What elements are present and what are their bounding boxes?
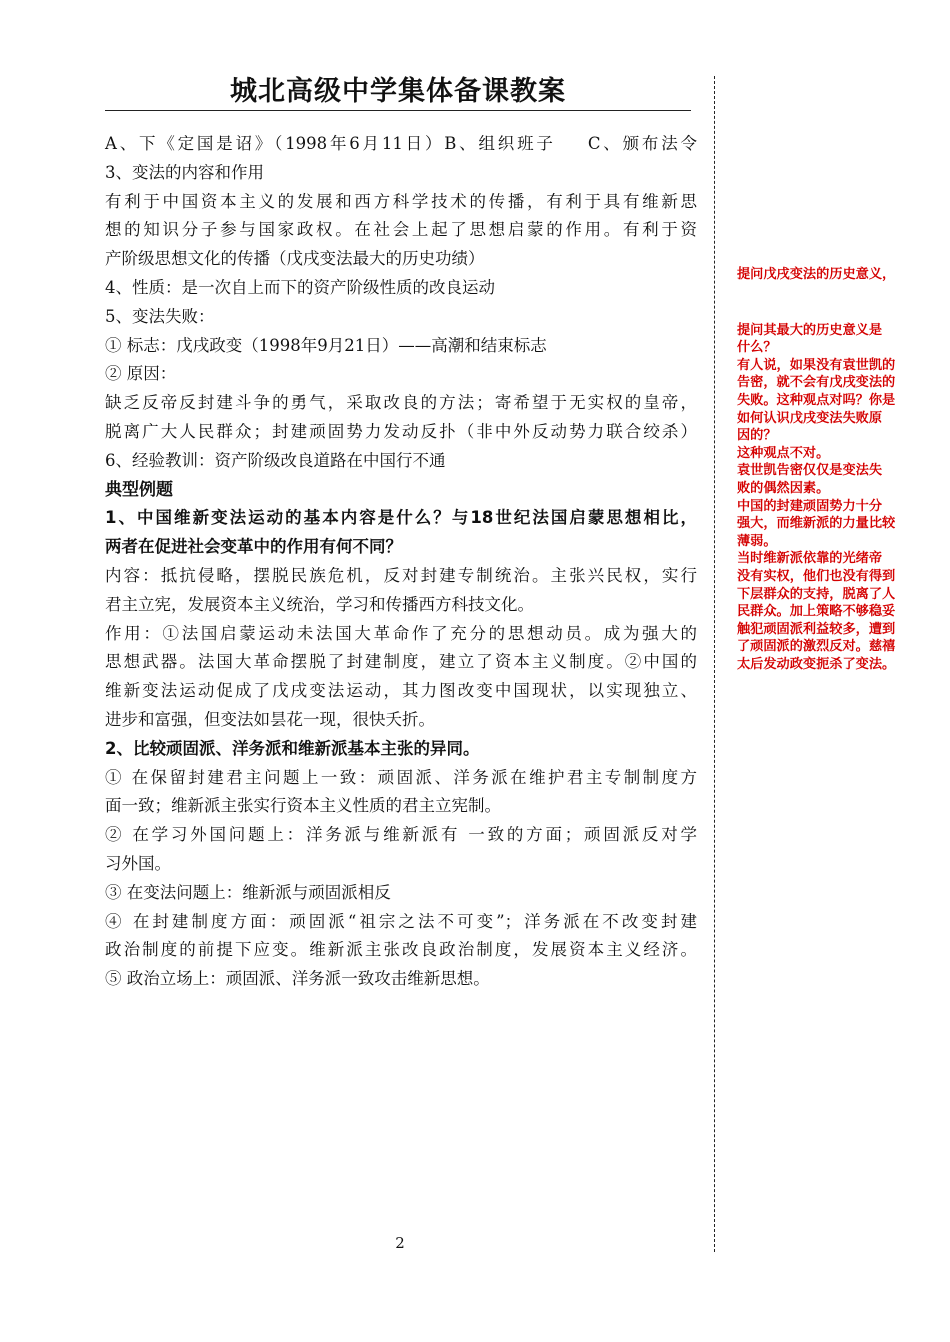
side-note-line: 袁世凯告密仅仅是变法失 [737,463,883,479]
page-title: 城北高级中学集体备课教案 [230,76,566,107]
text-line: 维新变法运动促成了戊戌变法运动，其力图改变中国现状，以实现独立、 [105,681,697,701]
text-line: 思想武器。法国大革命摆脱了封建制度，建立了资本主义制度。②中国的 [105,652,697,672]
text-line: ④ 在封建制度方面：顽固派“祖宗之法不可变”；洋务派在不改变封建 [105,911,697,931]
text-line: 进步和富强，但变法如昙花一现，很快夭折。 [105,709,435,729]
text-line: ⑤ 政治立场上：顽固派、洋务派一致攻击维新思想。 [105,969,490,989]
side-note-line: 提问其最大的历史意义是 [737,322,883,338]
text-line: 习外国。 [105,853,171,873]
side-note-line: 没有实权，他们也没有得到 [737,568,896,584]
question-2: 2、比较顽固派、洋务派和维新派基本主张的异同。 [105,738,480,758]
text-line: 产阶级思想文化的传播（戊戌变法最大的历史功绩） [105,249,485,269]
page-number: 2 [395,1234,405,1252]
side-note-line: 什么？ [737,340,777,356]
section-heading: 3、变法的内容和作用 [105,162,264,182]
text-line: 想的知识分子参与国家政权。在社会上起了思想启蒙的作用。有利于资 [105,220,697,240]
text-line: ② 原因： [105,364,177,384]
text-line: 政治制度的前提下应变。维新派主张改良政治制度，发展资本主义经济。 [105,940,697,960]
text-line: 脱离广大人民群众；封建顽固势力发动反扑（非中外反动势力联合绞杀） [105,421,697,441]
side-note-line: 失败。这种观点对吗？你是 [737,392,896,408]
side-note-line: 太后发动政变扼杀了变法。 [737,656,896,672]
main-content [105,130,697,994]
side-note-line: 告密，就不会有戊戌变法的 [737,375,896,391]
section-heading: 6、经验教训：资产阶级改良道路在中国行不通 [105,450,446,470]
side-note-line: 民群众。加上策略不够稳妥 [737,604,896,620]
side-note-line: 当时维新派依靠的光绪帝 [737,551,883,567]
side-note-line: 下层群众的支持，脱离了人 [737,586,896,602]
text-line: ③ 在变法问题上：维新派与顽固派相反 [105,882,391,902]
question-1-cont: 两者在促进社会变革中的作用有何不同？ [105,537,402,557]
text-line: 内容：抵抗侵略，摆脱民族危机，反对封建专制统治。主张兴民权，实行 [105,565,697,585]
side-note-line: 强大，而维新派的力量比较 [737,516,896,532]
text-line: ① 标志：戊戌政变（1998年9月21日）——高潮和结束标志 [105,335,547,355]
column-divider [714,76,715,1252]
title-underline [105,110,691,111]
examples-heading: 典型例题 [105,479,173,500]
side-note-line: 如何认识戊戌变法失败原 [737,410,883,426]
text-line: ② 在学习外国问题上：洋务派与维新派有 一致的方面；顽固派反对学 [105,825,697,845]
side-note-line: 了顽固派的激烈反对。慈禧 [737,639,896,655]
side-note-line: 有人说，如果没有袁世凯的 [737,357,896,373]
section-heading: 4、性质：是一次自上而下的资产阶级性质的改良运动 [105,277,495,297]
text-line: 作用：①法国启蒙运动未法国大革命作了充分的思想动员。成为强大的 [105,623,697,643]
side-note-line: 这种观点不对。 [737,445,830,461]
side-note-line: 因的？ [737,428,777,444]
text-line: A、下《定国是诏》（1998年6月11日）B、组织班子 C、颁布法令 [105,134,697,153]
text-line: 缺乏反帝反封建斗争的勇气，采取改良的方法；寄希望于无实权的皇帝， [105,393,697,413]
side-note-line: 中国的封建顽固势力十分 [737,498,883,514]
text-line: 君主立宪，发展资本主义统治，学习和传播西方科技文化。 [105,594,534,614]
side-notes [737,266,933,673]
text-line: 有利于中国资本主义的发展和西方科学技术的传播，有利于具有维新思 [105,191,697,211]
question-1: 1、中国维新变法运动的基本内容是什么？与18世纪法国启蒙思想相比， [105,508,697,528]
side-note-line: 败的偶然因素。 [737,480,830,496]
text-line: ① 在保留封建君主问题上一致：顽固派、洋务派在维护君主专制制度方 [105,767,697,787]
section-heading: 5、变法失败： [105,306,215,326]
text-line: 面一致；维新派主张实行资本主义性质的君主立宪制。 [105,796,501,816]
side-note-line: 提问戊戌变法的历史意义， [737,267,896,282]
side-note-line: 触犯顽固派利益较多，遭到 [737,621,896,637]
side-note-line: 薄弱。 [737,533,777,549]
